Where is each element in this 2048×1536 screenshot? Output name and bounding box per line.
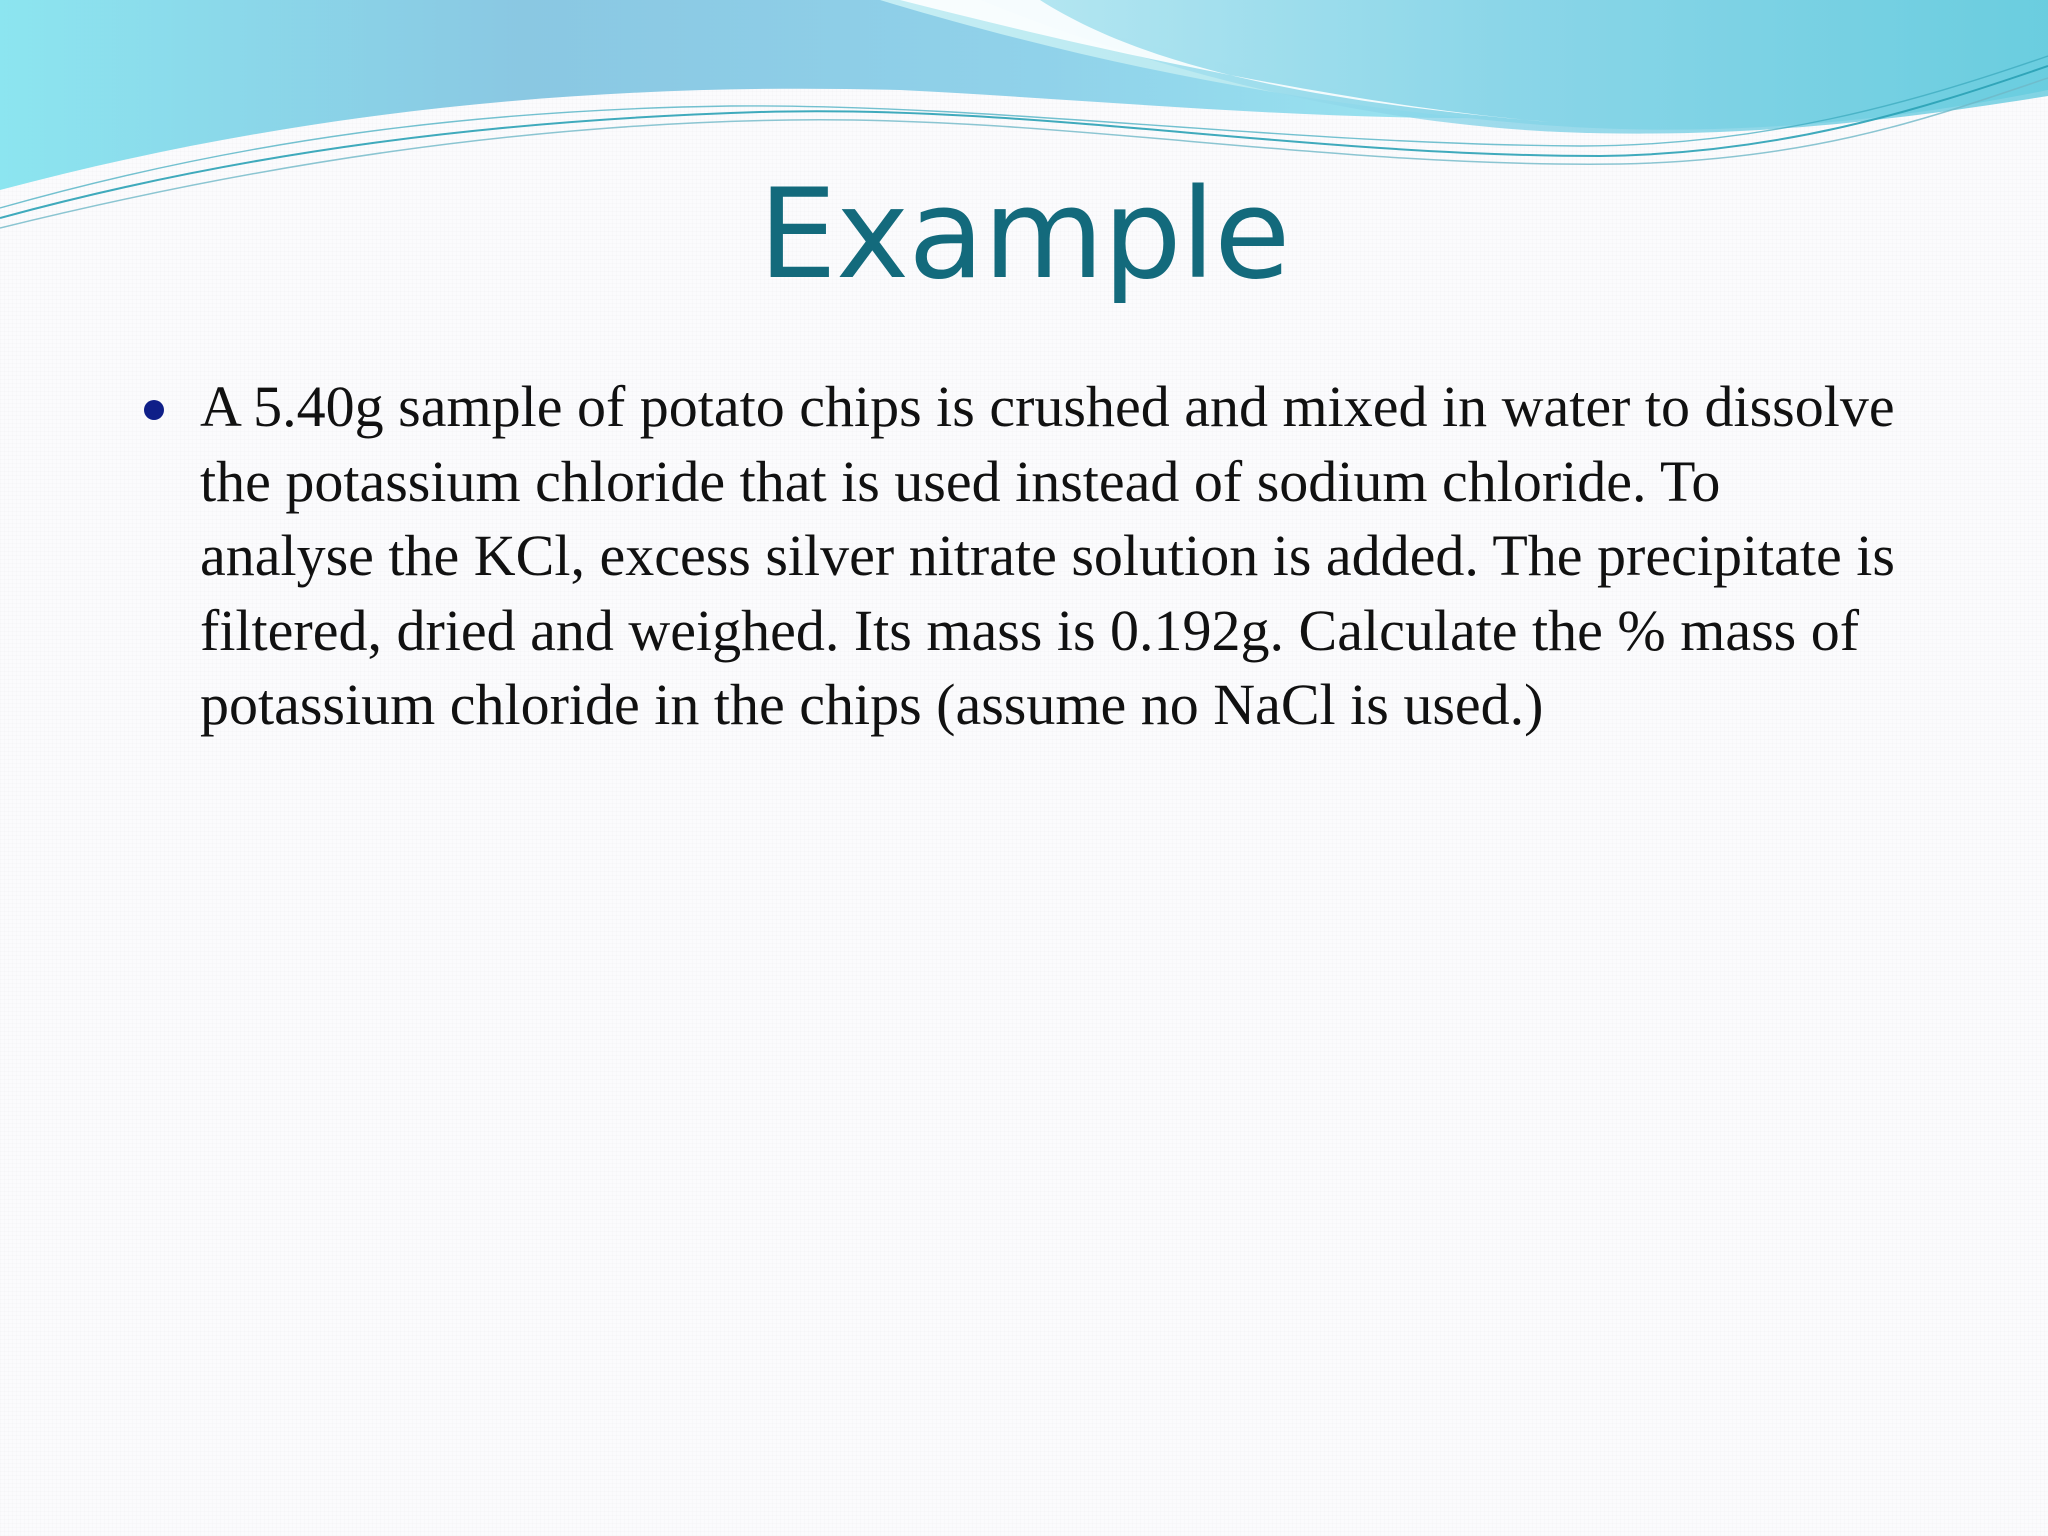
bullet-list bbox=[140, 370, 1900, 743]
bullet-dot-icon bbox=[144, 400, 164, 420]
bullet-item bbox=[140, 370, 1900, 743]
bullet-text: A 5.40g sample of potato chips is crushed and mixed in water to dissolve the potassium chloride that is used instead of sodium chloride. To analyse the KCl, excess silver nitrate solution is added. The precipitate is filtered, dried and weighed. Its mass is 0.192g. Calculate the % mass of potassium chloride in the chips (assume no NaCl is used.) bbox=[200, 374, 1895, 737]
slide-title: Example bbox=[758, 163, 1290, 307]
